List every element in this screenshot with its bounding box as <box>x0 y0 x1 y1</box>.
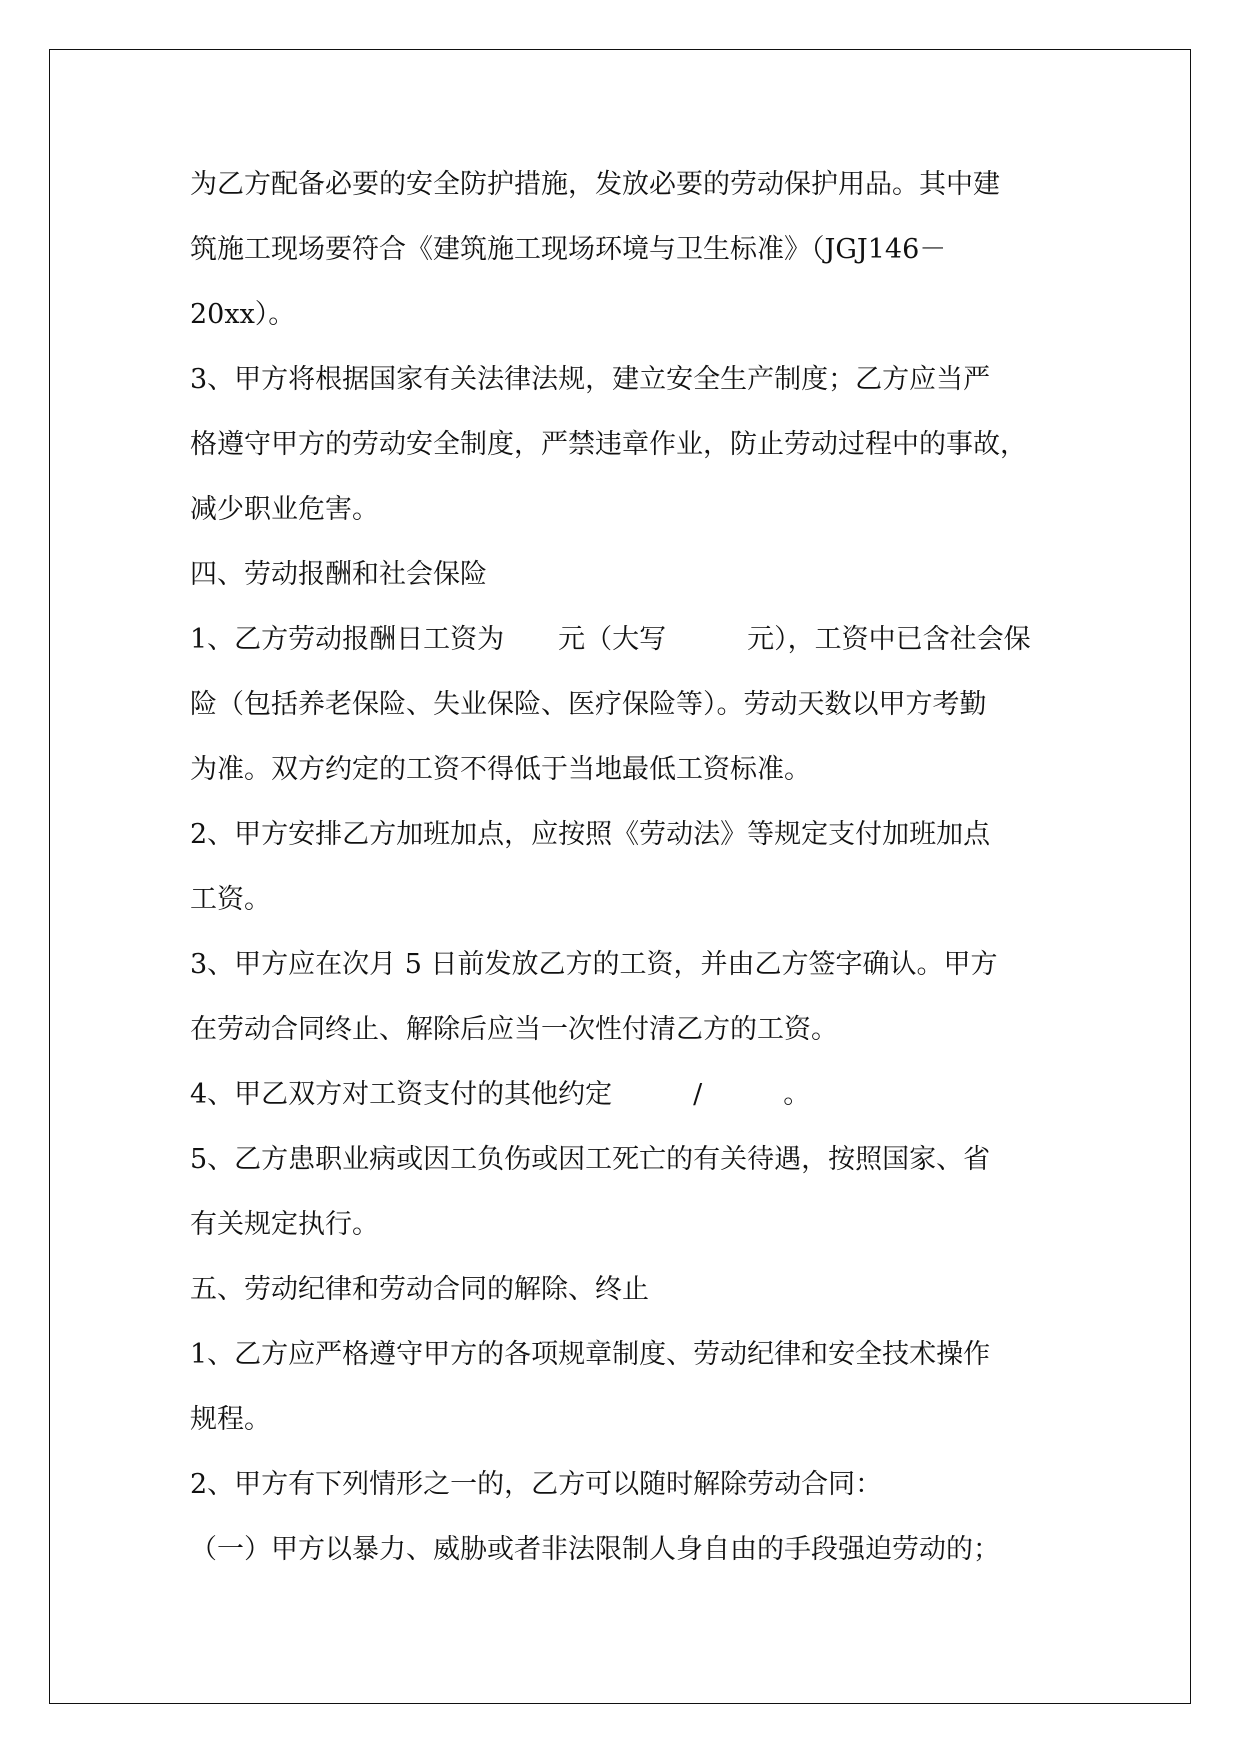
text-line: 筑施工现场要符合《建筑施工现场环境与卫生标准》（JGJ146－ <box>190 234 947 265</box>
text-line: 格遵守甲方的劳动安全制度，严禁违章作业，防止劳动过程中的事故， <box>190 429 1027 460</box>
text-line: 工资。 <box>190 884 271 915</box>
text-line: 2、甲方安排乙方加班加点，应按照《劳动法》等规定支付加班加点 <box>190 819 991 850</box>
text-line: 2、甲方有下列情形之一的，乙方可以随时解除劳动合同： <box>190 1469 883 1500</box>
text-line: 20xx）。 <box>190 299 296 330</box>
text-line: 1、乙方劳动报酬日工资为 元（大写 元），工资中已含社会保 <box>190 624 1031 655</box>
text-line: 减少职业危害。 <box>190 494 379 525</box>
text-line: 为准。双方约定的工资不得低于当地最低工资标准。 <box>190 754 811 785</box>
text-line: 5、乙方患职业病或因工负伤或因工死亡的有关待遇，按照国家、省 <box>190 1144 991 1175</box>
text-line: 险（包括养老保险、失业保险、医疗保险等）。劳动天数以甲方考勤 <box>190 689 987 720</box>
text-line: 1、乙方应严格遵守甲方的各项规章制度、劳动纪律和安全技术操作 <box>190 1339 991 1370</box>
document-body <box>190 152 1070 1582</box>
text-line: 4、甲乙双方对工资支付的其他约定 / 。 <box>190 1079 811 1110</box>
text-line: 在劳动合同终止、解除后应当一次性付清乙方的工资。 <box>190 1014 838 1045</box>
section-heading: 四、劳动报酬和社会保险 <box>190 559 487 590</box>
text-line: 3、甲方将根据国家有关法律法规，建立安全生产制度；乙方应当严 <box>190 364 991 395</box>
text-line: 有关规定执行。 <box>190 1209 379 1240</box>
section-heading: 五、劳动纪律和劳动合同的解除、终止 <box>190 1274 649 1305</box>
text-line: （一）甲方以暴力、威胁或者非法限制人身自由的手段强迫劳动的； <box>190 1534 1000 1565</box>
text-line: 为乙方配备必要的安全防护措施，发放必要的劳动保护用品。其中建 <box>190 169 1000 200</box>
text-line: 规程。 <box>190 1404 271 1435</box>
text-line: 3、甲方应在次月 5 日前发放乙方的工资，并由乙方签字确认。甲方 <box>190 949 998 980</box>
